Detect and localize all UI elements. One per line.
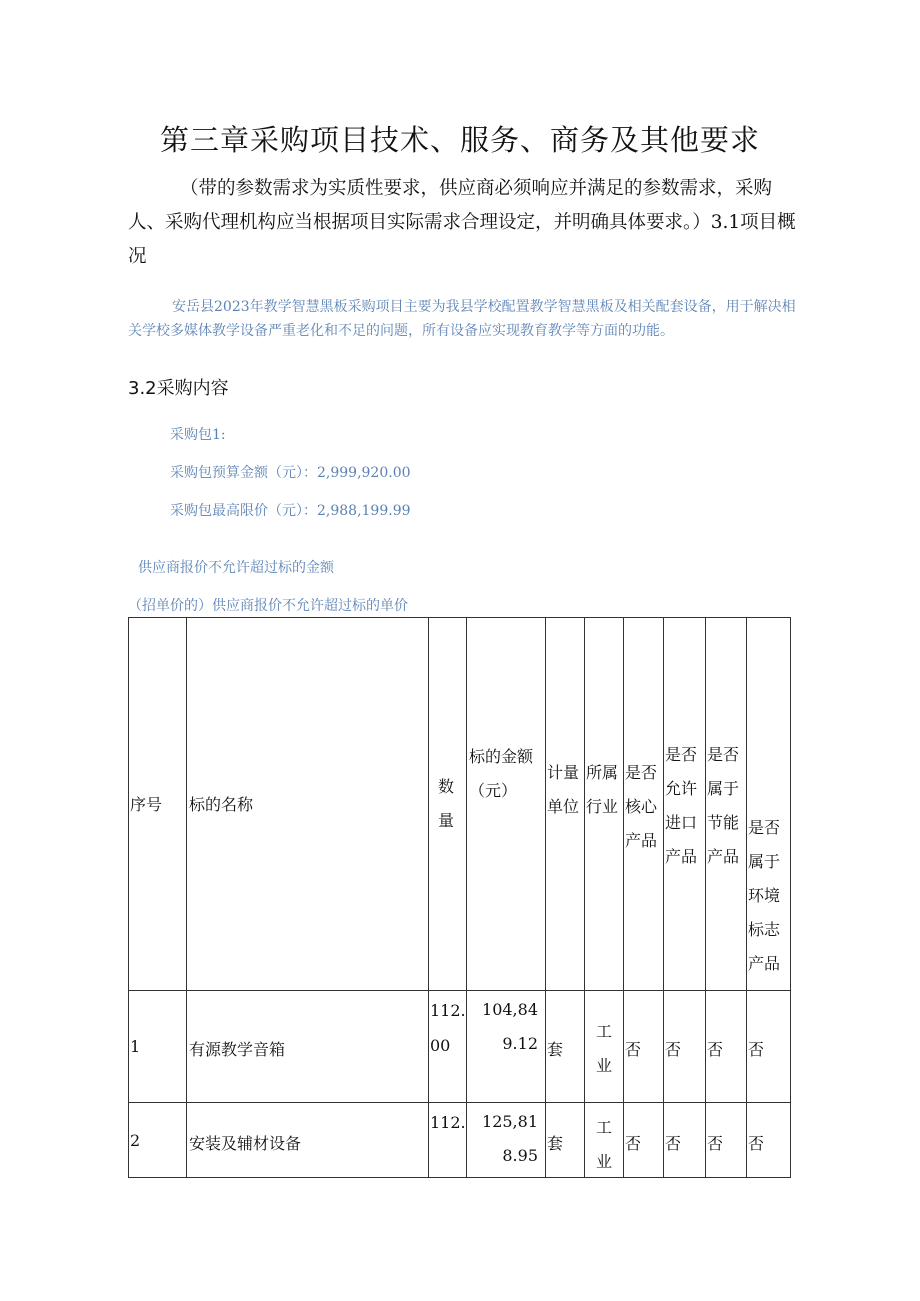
table-row [129, 1103, 791, 1178]
note-unit-price-limit: （招单价的）供应商报价不允许超过标的单价 [128, 598, 408, 614]
package-budget-label: 采购包预算金额（元）： [170, 465, 317, 481]
header-qty: 数量 [429, 618, 467, 991]
row-energy: 否 [706, 991, 747, 1103]
row-name: 有源教学音箱 [187, 991, 429, 1103]
row-energy: 否 [706, 1103, 747, 1178]
row-amount: 104,849.12 [467, 991, 546, 1103]
header-seq: 序号 [129, 618, 187, 991]
row-core: 否 [624, 991, 664, 1103]
row-name: 安装及辅材设备 [187, 1103, 429, 1178]
package-max-value: 2,988,199.99 [317, 503, 411, 519]
header-env: 是否属于环境标志产品 [747, 618, 791, 991]
header-name: 标的名称 [187, 618, 429, 991]
header-industry: 所属行业 [585, 618, 624, 991]
package-name: 采购包1: [170, 427, 226, 443]
row-amount: 125,818.95 [467, 1103, 546, 1178]
header-energy: 是否属于节能产品 [706, 618, 747, 991]
procurement-table [128, 617, 791, 1178]
row-qty: 112. [429, 1103, 467, 1178]
package-budget-value: 2,999,920.00 [317, 465, 411, 481]
row-seq: 1 [129, 991, 187, 1103]
header-core: 是否核心产品 [624, 618, 664, 991]
row-import: 否 [664, 1103, 706, 1178]
section-heading-procurement-content: 3.2采购内容 [128, 378, 229, 399]
table-row [129, 991, 791, 1103]
row-industry: 工业 [585, 991, 624, 1103]
row-unit: 套 [546, 991, 585, 1103]
header-amount: 标的金额（元） [467, 618, 546, 991]
note-amount-limit: 供应商报价不允许超过标的金额 [138, 560, 334, 576]
chapter-title: 第三章采购项目技术、服务、商务及其他要求 [159, 123, 760, 157]
project-overview: 安岳县2023年教学智慧黑板采购项目主要为我县学校配置教学智慧黑板及相关配套设备，用于解决相关学校多媒体教学设备严重老化和不足的问题，所有设备应实现教育教学等方面的功能。 [128, 299, 796, 339]
row-industry: 工业 [585, 1103, 624, 1178]
requirement-note: （带的参数需求为实质性要求，供应商必须响应并满足的参数需求，采购人、采购代理机构应当根据项目实际需求合理设定，并明确具体要求。）3.1项目概况 [128, 178, 796, 267]
row-qty: 112.00 [429, 991, 467, 1103]
row-seq: 2 [129, 1103, 187, 1178]
table-header-row [129, 618, 791, 991]
row-unit: 套 [546, 1103, 585, 1178]
row-env: 否 [747, 991, 791, 1103]
header-import: 是否允许进口产品 [664, 618, 706, 991]
header-unit: 计量单位 [546, 618, 585, 991]
row-env: 否 [747, 1103, 791, 1178]
package-budget [170, 462, 411, 482]
row-import: 否 [664, 991, 706, 1103]
package-max-price [170, 500, 411, 520]
row-core: 否 [624, 1103, 664, 1178]
package-max-label: 采购包最高限价（元）： [170, 503, 317, 519]
